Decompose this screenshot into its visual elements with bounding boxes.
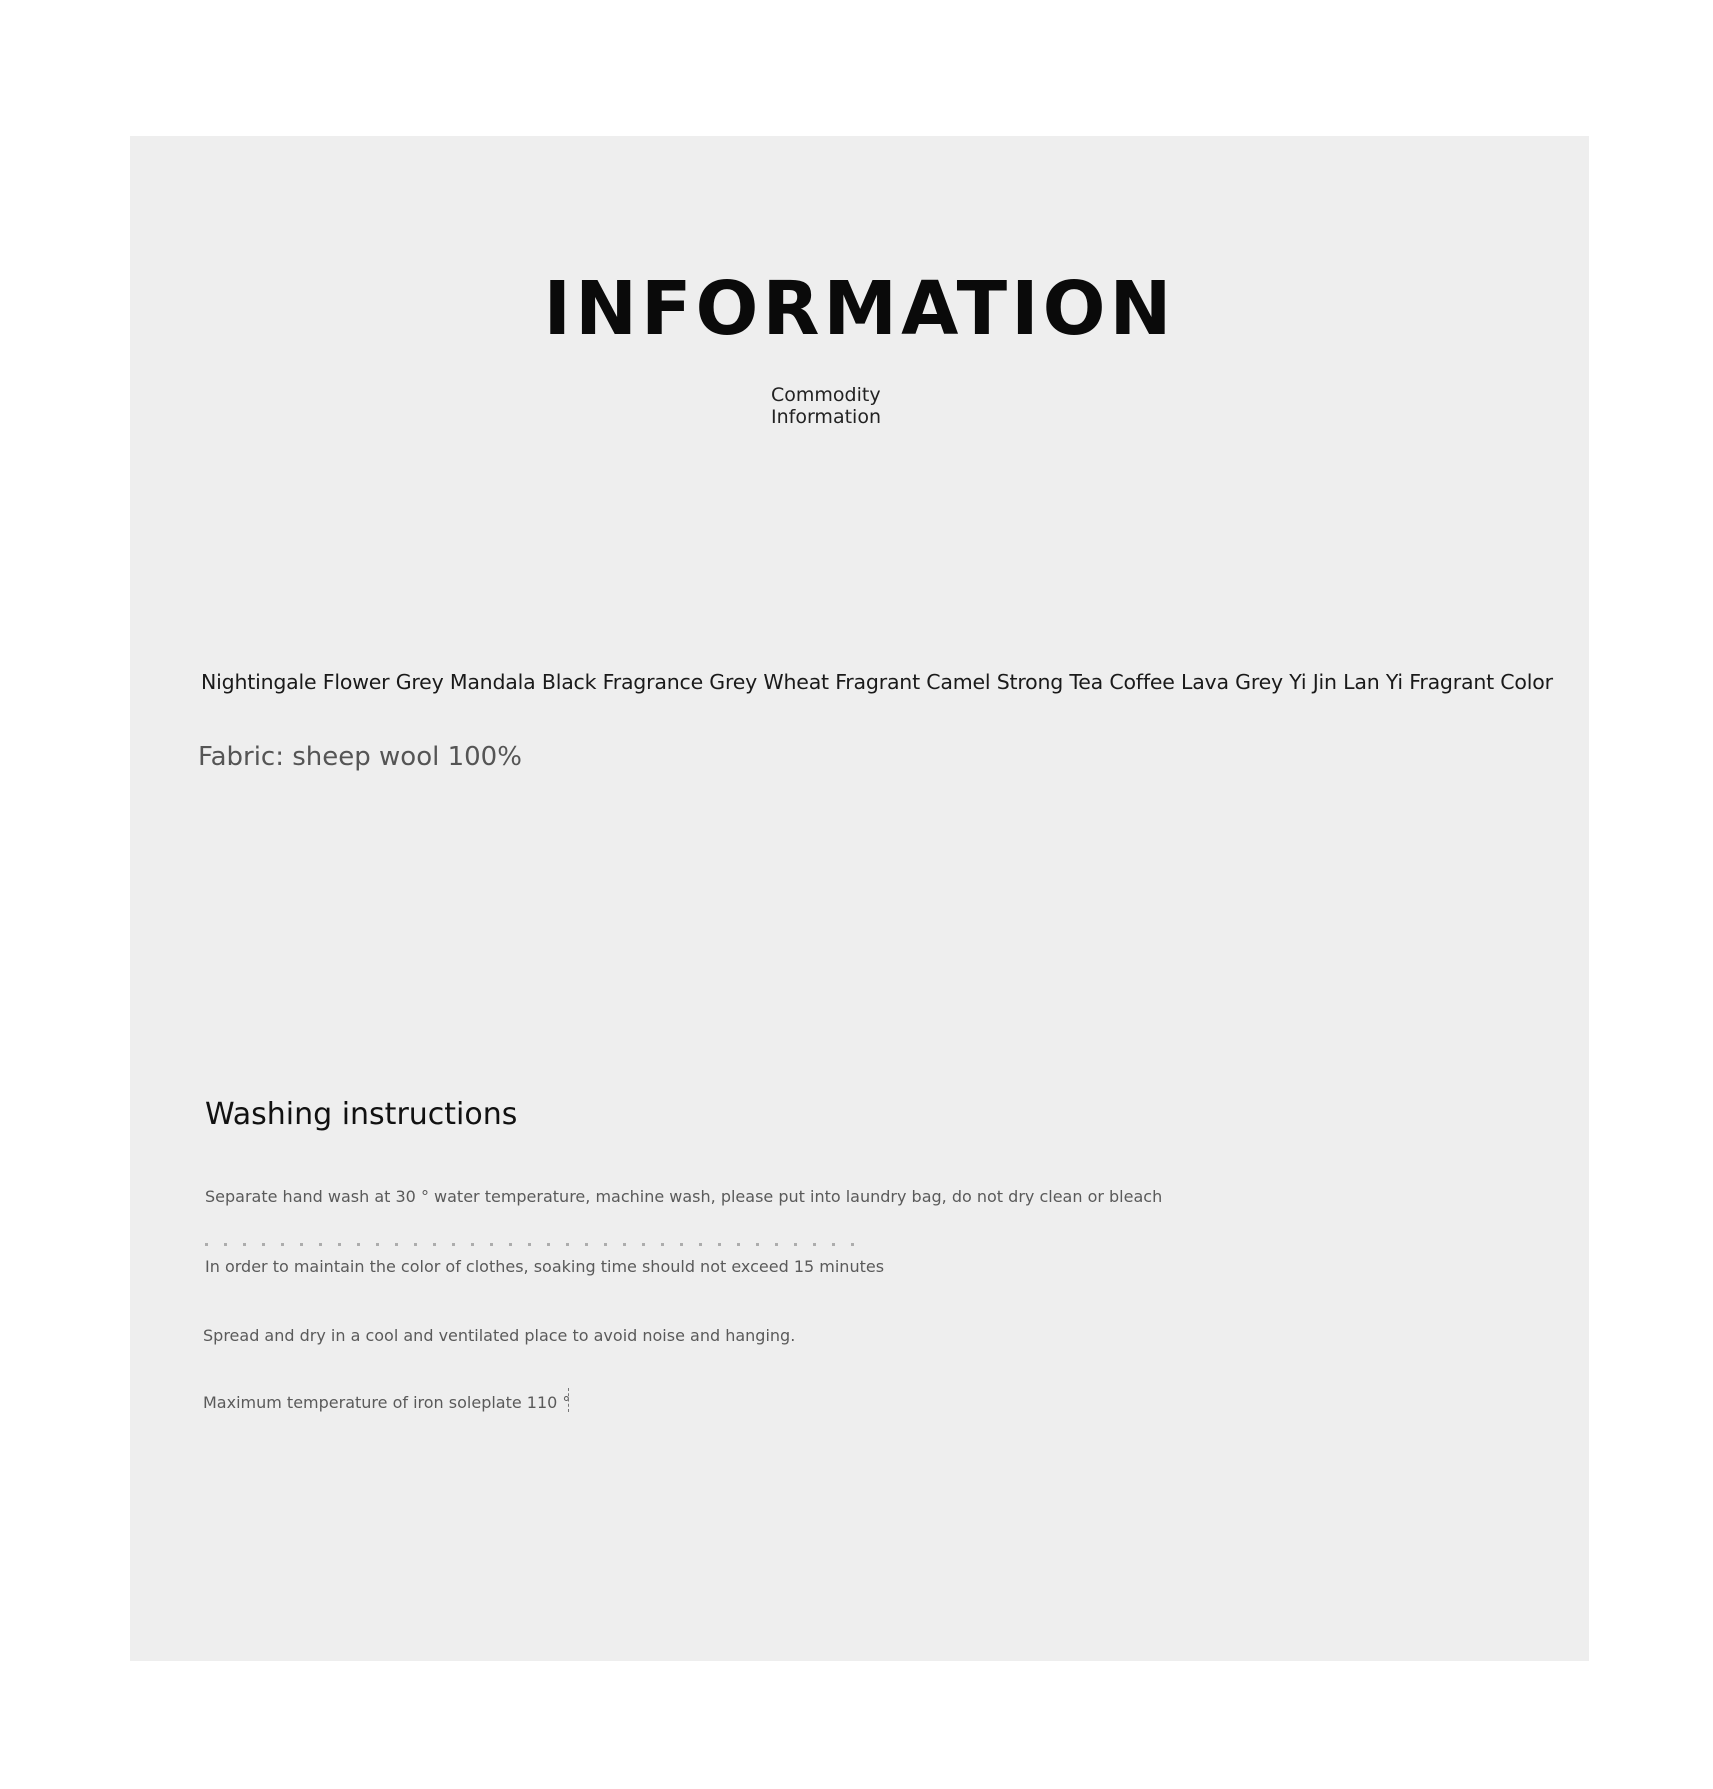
info-panel — [130, 136, 1589, 1661]
washing-instruction-1: Separate hand wash at 30 ° water temperature, machine wash, please put into laundry bag, do not dry clean or bleach — [205, 1187, 1163, 1206]
page-subtitle — [771, 384, 881, 428]
washing-instruction-3: Spread and dry in a cool and ventilated place to avoid noise and hanging. — [203, 1326, 796, 1345]
subtitle-line-1: Commodity — [771, 384, 881, 406]
page-title: INFORMATION — [543, 266, 1176, 352]
washing-instruction-2: In order to maintain the color of clothes, soaking time should not exceed 15 minutes — [205, 1257, 885, 1276]
color-options-text: Nightingale Flower Grey Mandala Black Fragrance Grey Wheat Fragrant Camel Strong Tea Coffee Lava Grey Yi Jin Lan Yi Fragrant Color — [201, 670, 1553, 694]
subtitle-line-2: Information — [771, 406, 881, 428]
text-cursor-mark — [568, 1388, 570, 1412]
fabric-composition: Fabric: sheep wool 100% — [198, 742, 522, 772]
text-clipping-artifact — [205, 1243, 855, 1246]
washing-instructions-heading: Washing instructions — [205, 1097, 518, 1132]
washing-instruction-4: Maximum temperature of iron soleplate 110 ° — [203, 1393, 571, 1412]
